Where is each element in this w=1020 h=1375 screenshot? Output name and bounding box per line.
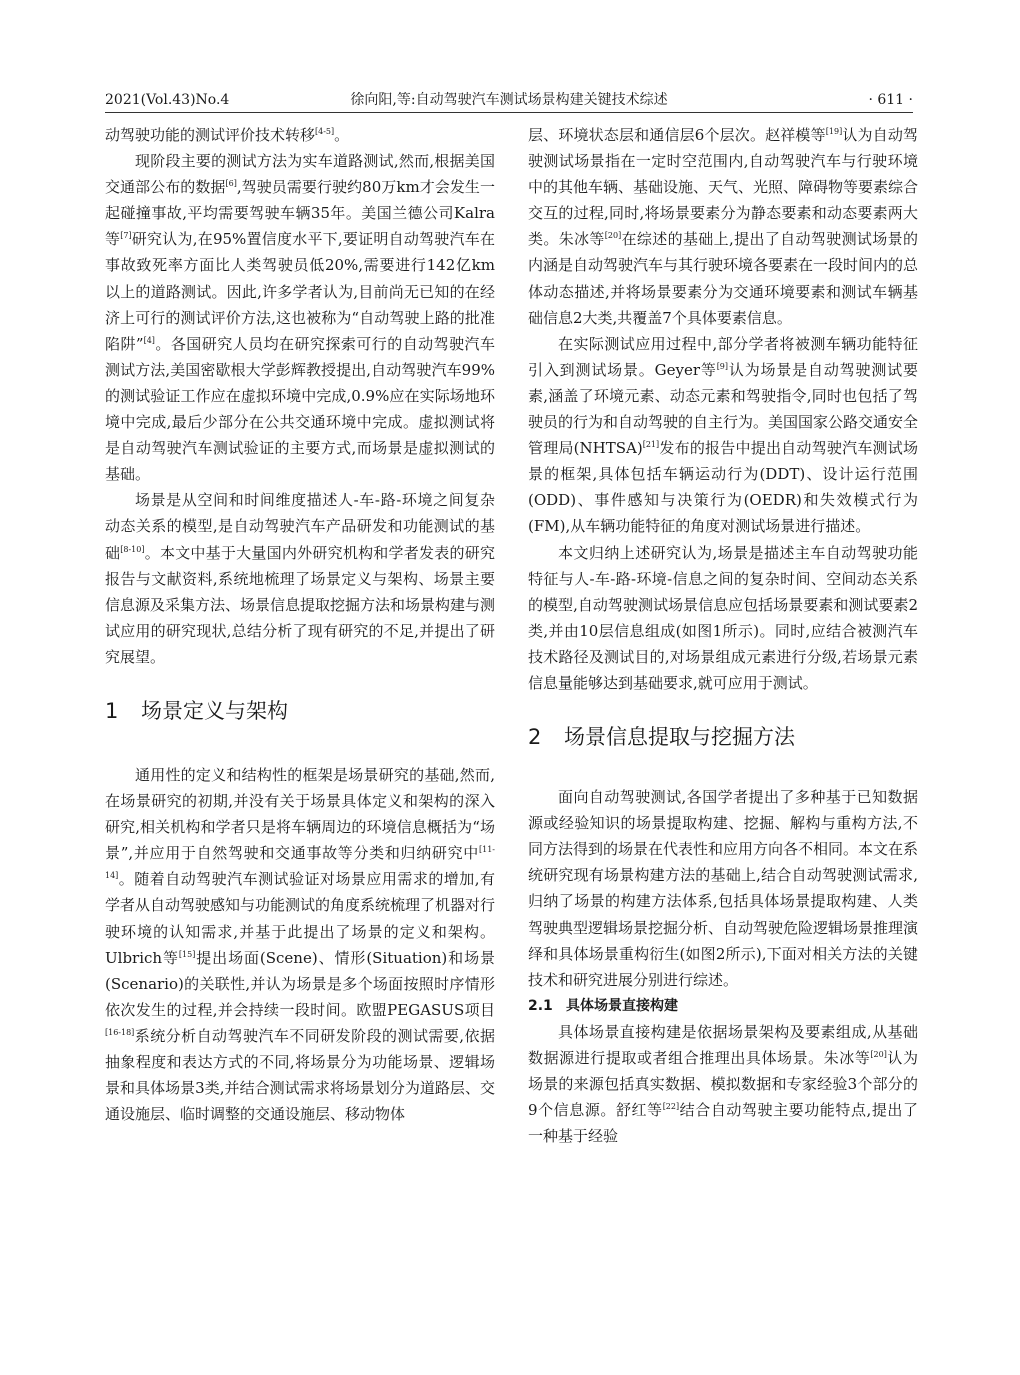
paragraph: 现阶段主要的测试方法为实车道路测试,然而,根据美国交通部公布的数据[6],驾驶员需要行驶约80万km才会发生一起碰撞事故,平均需要驾驶车辆35年。美国兰德公司Kalra等[7]研究认为,在95%置信度水平下,要证明自动驾驶汽车在事故致死率方面比人类驾驶员低20%,需要进行142亿km以上的道路测试。因此,许多学者认为,目前尚无已知的在经济上可行的测试评价方法,这也被称为“自动驾驶上路的批准陷阱”[4]。各国研究人员均在研究探索可行的自动驾驶汽车测试方法,美国密歇根大学彭辉教授提出,自动驾驶汽车99%的测试验证工作应在虚拟环境中完成,0.9%应在实际场地环境中完成,最后少部分在公共交通环境中完成。虚拟测试将是自动驾驶汽车测试验证的主要方式,而场景是虚拟测试的基础。 — [105, 152, 495, 484]
paragraph: 场景是从空间和时间维度描述人-车-路-环境之间复杂动态关系的模型,是自动驾驶汽车产品研发和功能测试的基础[8-10]。本文中基于大量国内外研究机构和学者发表的研究报告与文献资料,系统地梳理了场景定义与架构、场景主要信息源及采集方法、场景信息提取挖掘方法和场景构建与测试应用的研究现状,总结分析了现有研究的不足,并提出了研究展望。 — [105, 491, 496, 666]
left-column — [105, 122, 495, 1127]
citation: [22] — [662, 1102, 680, 1112]
paragraph: 层、环境状态层和通信层6个层次。赵祥模等[19]认为自动驾驶测试场景指在一定时空范围内,自动驾驶汽车与行驶环境中的其他车辆、基础设施、天气、光照、障碍物等要素综合交互的过程,同时,将场景要素分为静态要素和动态要素两大类。朱冰等[20]在综述的基础上,提出了自动驾驶测试场景的内涵是自动驾驶汽车与其行驶环境各要素在一段时间内的总体动态描述,并将场景要素分为交通环境要素和测试车辆基础信息2大类,共覆盖7个具体要素信息。 — [528, 126, 919, 327]
citation: [8-10] — [120, 544, 145, 554]
citation: [20] — [870, 1049, 887, 1059]
citation: [9] — [716, 361, 729, 371]
section-heading: 2 场景信息提取与挖掘方法 — [528, 725, 795, 750]
paragraph: 具体场景直接构建是依据场景架构及要素组成,从基础数据源进行提取或者组合推理出具体场景。朱冰等[20]认为场景的来源包括真实数据、模拟数据和专家经验3个部分的9个信息源。舒红等[22]结合自动驾驶主要功能特点,提出了一种基于经验 — [528, 1022, 918, 1146]
running-title: 徐向阳,等:自动驾驶汽车测试场景构建关键技术综述 — [350, 92, 668, 108]
citation: [7] — [120, 231, 132, 241]
paragraph: 通用性的定义和结构性的框架是场景研究的基础,然而,在场景研究的初期,并没有关于场景具体定义和架构的深入研究,相关机构和学者只是将车辆周边的环境信息概括为“场景”,并应用于自然驾驶和交通事故等分类和归纳研究中[11-14]。随着自动驾驶汽车测试验证对场景应用需求的增加,有学者从自动驾驶感知与功能测试的角度系统梳理了机器对行驶环境的认知需求,并基于此提出了场景的定义和架构。Ulbrich等[15]提出场面(Scene)、情形(Situation)和场景(Scenario)的关联性,并认为场景是多个场面按照时序情形依次发生的过程,并会持续一段时间。欧盟PEGASUS项目[16-18]系统分析自动驾驶汽车不同研发阶段的测试需要,依据抽象程度和表达方式的不同,将场景分为功能场景、逻辑场景和具体场景3类,并结合测试需求将场景划分为道路层、交通设施层、临时调整的交通设施层、移动物体 — [105, 765, 496, 1124]
citation: [4] — [143, 335, 155, 345]
citation: [19] — [825, 127, 843, 136]
section-heading: 1 场景定义与架构 — [105, 698, 288, 723]
page-number: · 611 · — [868, 92, 913, 108]
paragraph: 动驾驶功能的测试评价技术转移[4-5]。 — [105, 126, 350, 144]
citation: [15] — [178, 949, 196, 959]
running-header — [105, 88, 913, 113]
journal-issue: 2021(Vol.43)No.4 — [105, 92, 230, 108]
subsection-heading: 2.1 具体场景直接构建 — [528, 997, 678, 1014]
citation: [21] — [642, 440, 660, 450]
paragraph: 面向自动驾驶测试,各国学者提出了多种基于已知数据源或经验知识的场景提取构建、挖掘、解构与重构方法,不同方法得到的场景在代表性和应用方向各不相同。本文在系统研究现有场景构建方法的基础上,结合自动驾驶测试需求,归纳了场景的构建方法体系,包括具体场景提取构建、人类驾驶典型逻辑场景挖掘分析、自动驾驶危险逻辑场景推理演绎和具体场景重构衍生(如图2所示),下面对相关方法的关键技术和研究进展分别进行综述。 — [528, 788, 919, 989]
citation: [20] — [604, 231, 622, 241]
citation: [4-5] — [315, 127, 335, 136]
paragraph: 本文归纳上述研究认为,场景是描述主车自动驾驶功能特征与人-车-路-环境-信息之间的复杂时间、空间动态关系的模型,自动驾驶测试场景信息应包括场景要素和测试要素2类,并由10层信息组成(如图1所示)。同时,应结合被测汽车技术路径及测试目的,对场景组成元素进行分级,若场景元素信息量能够达到基础要求,就可应用于测试。 — [528, 543, 918, 692]
citation: [6] — [225, 179, 237, 189]
citation: [16-18] — [105, 1027, 135, 1037]
citation: [11-14] — [105, 845, 495, 881]
paragraph: 在实际测试应用过程中,部分学者将被测车辆功能特征引入到测试场景。Geyer等[9]认为场景是自动驾驶测试要素,涵盖了环境元素、动态元素和驾驶指令,同时也包括了驾驶员的行为和自动驾驶的自主行为。美国国家公路交通安全管理局(NHTSA)[21]发布的报告中提出自动驾驶汽车测试场景的框架,具体包括车辆运动行为(DDT)、设计运行范围(ODD)、事件感知与决策行为(OEDR)和失效模式行为(FM),从车辆功能特征的角度对测试场景进行描述。 — [528, 334, 919, 536]
right-column — [528, 122, 918, 1149]
